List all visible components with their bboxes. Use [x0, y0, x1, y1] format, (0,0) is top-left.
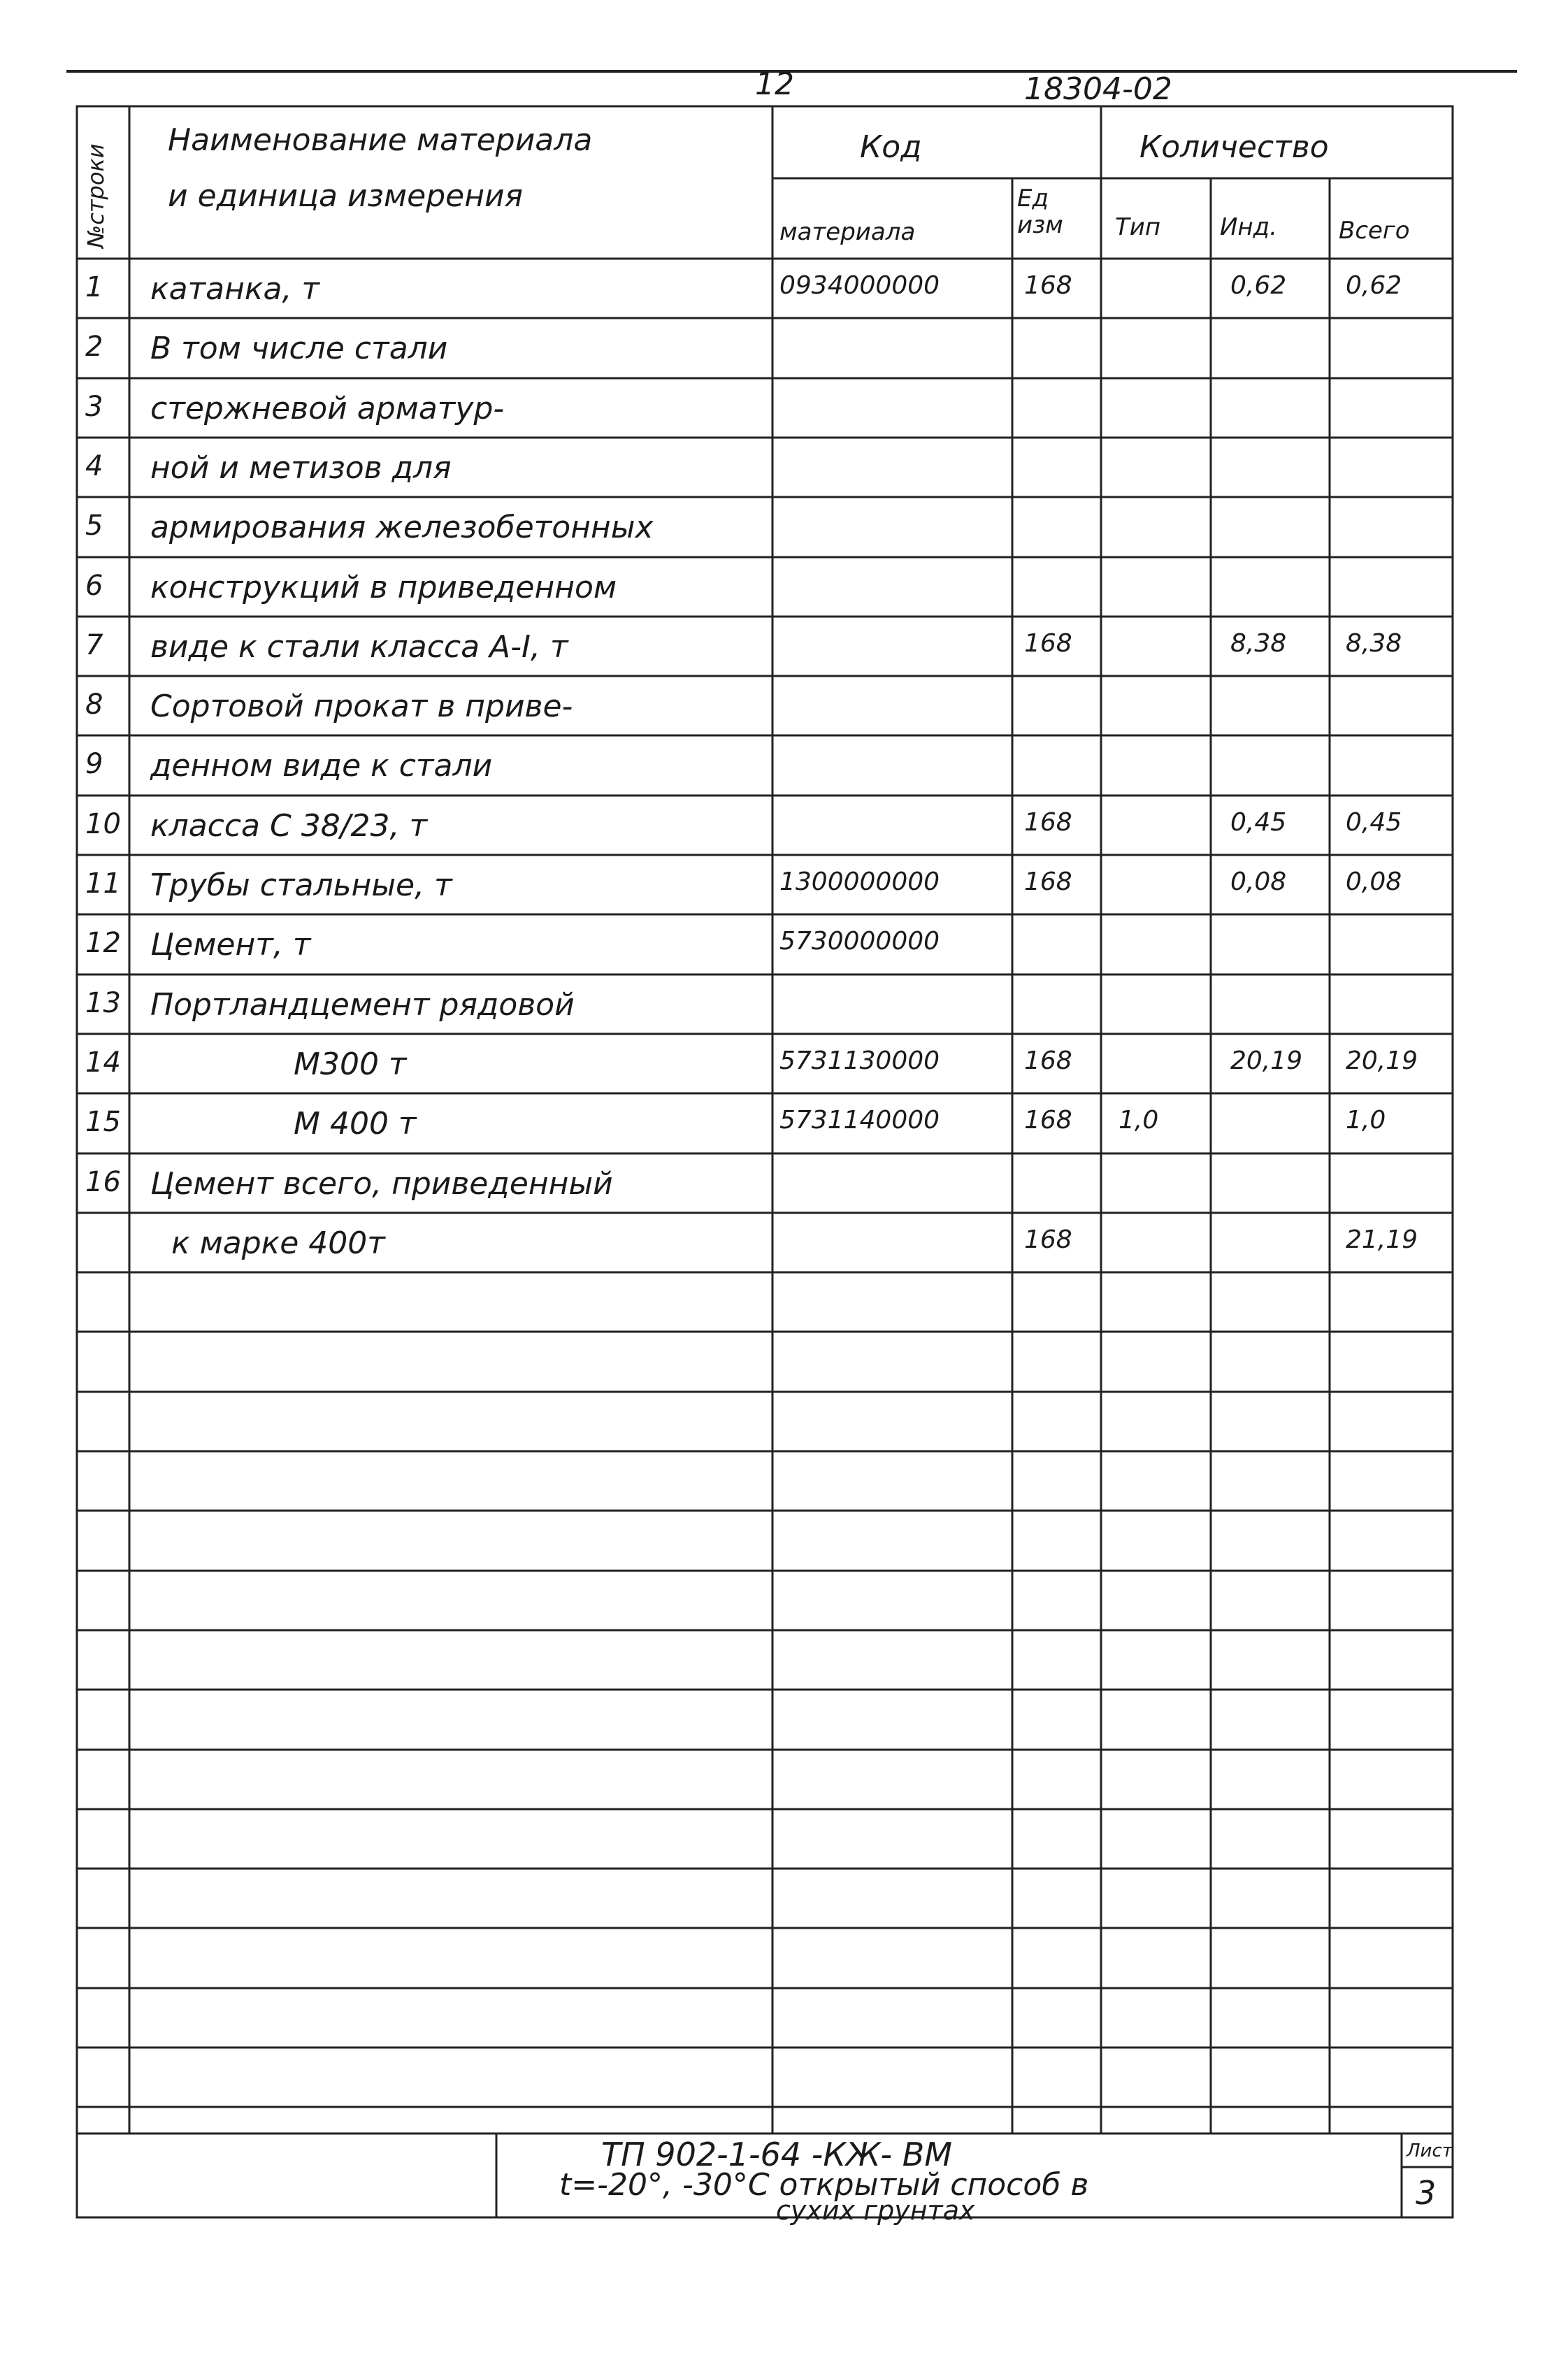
- title-block-code: ТП 902-1-64 -КЖ- ВМ: [601, 2136, 953, 2173]
- row-ind: 0,45: [1230, 808, 1287, 837]
- row-code: 5731140000: [779, 1106, 940, 1135]
- row-unit: 168: [1024, 1046, 1072, 1075]
- column-header-row-number: №строки: [82, 143, 109, 248]
- row-code: 0934000000: [779, 271, 940, 300]
- title-block-soil: сухих грунтах: [776, 2195, 975, 2226]
- row-name: армирования железобетонных: [150, 510, 654, 545]
- row-name: Сортовой прокат в приве-: [150, 689, 573, 724]
- row-unit: 168: [1024, 1225, 1072, 1254]
- row-total: 0,62: [1346, 271, 1402, 300]
- row-number: 8: [85, 689, 103, 721]
- row-number: 13: [85, 987, 121, 1019]
- column-header-code-material: материала: [779, 218, 916, 246]
- row-name: Портландцемент рядовой: [150, 987, 575, 1023]
- row-unit: 168: [1024, 629, 1072, 658]
- column-header-quantity: Количество: [1139, 129, 1329, 165]
- column-header-ind: Инд.: [1220, 213, 1277, 241]
- row-total: 8,38: [1346, 629, 1402, 658]
- row-unit: 168: [1024, 808, 1072, 837]
- row-type: 1,0: [1119, 1106, 1159, 1135]
- column-header-name-line2: и единица измерения: [168, 178, 524, 214]
- row-name: конструкций в приведенном: [150, 570, 617, 605]
- row-total: 0,08: [1346, 868, 1402, 896]
- row-total: 0,45: [1346, 808, 1402, 837]
- column-header-total: Всего: [1339, 217, 1410, 245]
- document-code: 18304-02: [1024, 71, 1172, 107]
- row-code: 1300000000: [779, 868, 940, 896]
- sheet-label: Лист: [1407, 2140, 1453, 2161]
- row-unit: 168: [1024, 1106, 1072, 1135]
- row-name: М300 т: [294, 1046, 407, 1082]
- row-number: 10: [85, 808, 121, 840]
- row-number: 7: [85, 629, 103, 661]
- row-ind: 20,19: [1230, 1046, 1303, 1075]
- row-number: 14: [85, 1046, 121, 1079]
- row-total: 21,19: [1346, 1225, 1418, 1254]
- column-header-unit: Ед изм: [1017, 185, 1063, 239]
- row-code: 5731130000: [779, 1046, 940, 1075]
- row-unit: 168: [1024, 271, 1072, 300]
- row-ind: 0,62: [1230, 271, 1287, 300]
- row-number: 16: [85, 1166, 121, 1198]
- row-name: класса С 38/23, т: [150, 808, 428, 844]
- row-number: 9: [85, 748, 103, 780]
- row-name: денном виде к стали: [150, 748, 493, 784]
- row-number: 15: [85, 1106, 121, 1138]
- row-name: катанка, т: [150, 271, 320, 307]
- row-number: 12: [85, 927, 121, 959]
- row-unit: 168: [1024, 868, 1072, 896]
- row-total: 1,0: [1346, 1106, 1386, 1135]
- row-number: 11: [85, 868, 121, 900]
- row-name: виде к стали класса А-I, т: [150, 629, 568, 665]
- row-number: 1: [85, 271, 103, 303]
- row-name: к марке 400т: [171, 1225, 385, 1261]
- row-ind: 8,38: [1230, 629, 1287, 658]
- column-header-code: Код: [860, 129, 922, 165]
- row-name: М 400 т: [294, 1106, 417, 1142]
- row-name: Цемент, т: [150, 927, 311, 963]
- column-header-type: Тип: [1115, 213, 1161, 241]
- row-number: 5: [85, 510, 103, 542]
- row-number: 2: [85, 331, 103, 363]
- row-name: В том числе стали: [150, 331, 448, 366]
- row-code: 5730000000: [779, 927, 940, 956]
- sheet-number: 3: [1416, 2174, 1437, 2212]
- row-number: 6: [85, 570, 103, 602]
- row-name: стержневой арматур-: [150, 391, 505, 426]
- row-total: 20,19: [1346, 1046, 1418, 1075]
- row-name: Трубы стальные, т: [150, 868, 452, 903]
- row-ind: 0,08: [1230, 868, 1287, 896]
- row-number: 4: [85, 450, 103, 482]
- title-block-conditions: t=-20°, -30°С открытый способ в: [559, 2167, 1089, 2203]
- row-name: Цемент всего, приведенный: [150, 1166, 613, 1202]
- row-number: 3: [85, 391, 103, 423]
- row-name: ной и метизов для: [150, 450, 452, 486]
- column-header-name-line1: Наименование материала: [168, 122, 593, 158]
- page-number: 12: [755, 66, 794, 102]
